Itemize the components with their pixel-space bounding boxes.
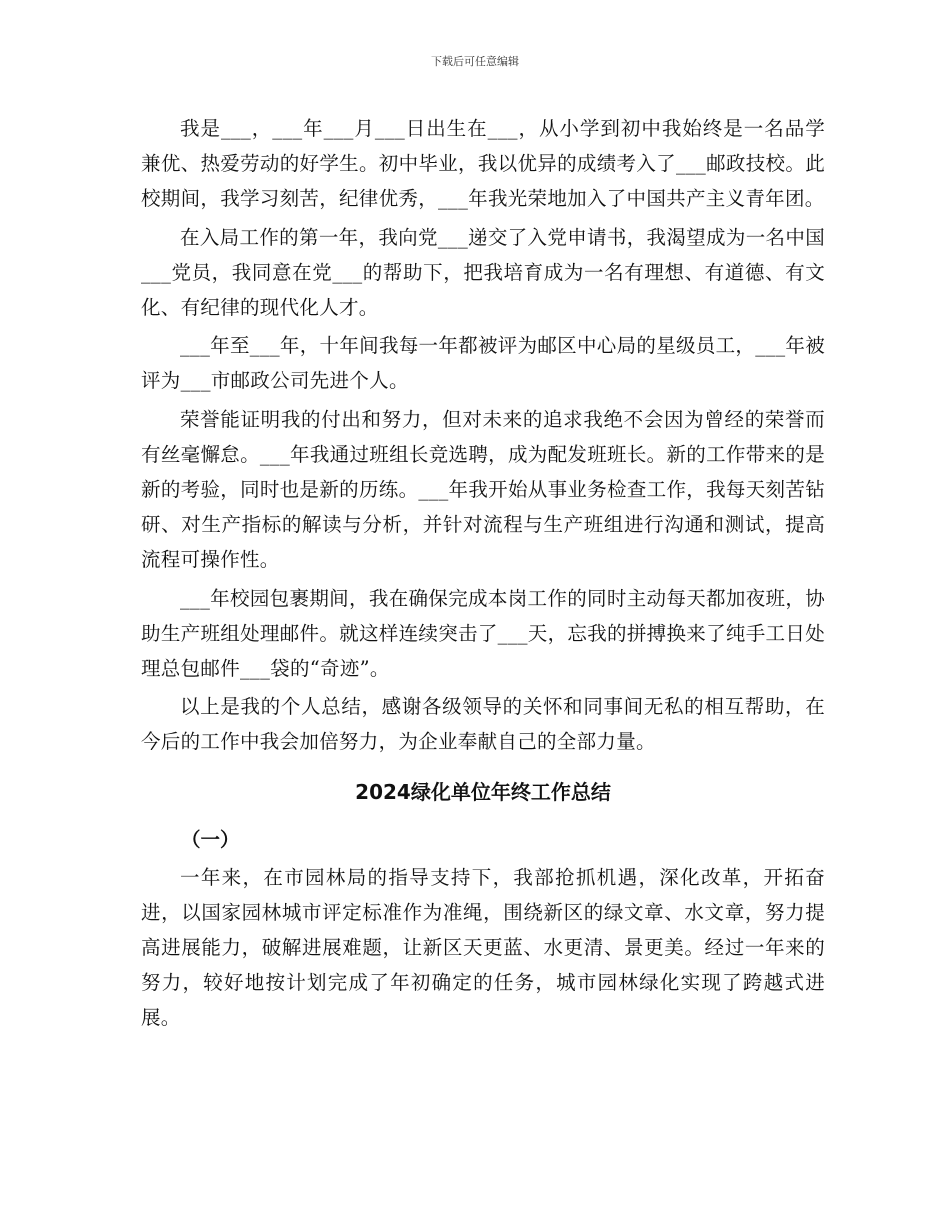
paragraph-2: 在入局工作的第一年，我向党___递交了入党申请书，我渴望成为一名中国___党员，我同意在党___的帮助下，把我培育成为一名有理想、有道德、有文化、有纪律的现代化人才。 (141, 225, 825, 320)
paragraph-1: 我是___，___年___月___日出生在___，从小学到初中我始终是一名品学兼优、热爱劳动的好学生。初中毕业，我以优异的成绩考入了___邮政技校。此校期间，我学习刻苦，纪律优秀，___年我光荣地加入了中国共产主义青年团。 (141, 117, 825, 211)
page-header-note: 下载后可任意编辑 (431, 55, 519, 68)
paragraph-4: 荣誉能证明我的付出和努力，但对未来的追求我绝不会因为曾经的荣誉而有丝毫懈怠。___年我通过班组长竞选聘，成为配发班班长。新的工作带来的是新的考验，同时也是新的历练。___年我开始从事业务检查工作，我每天刻苦钻研、对生产指标的解读与分析，并针对流程与生产班组进行沟通和测试，提高流程可操作性。 (141, 407, 825, 572)
section-paragraph: 一年来，在市园林局的指导支持下，我部抢抓机遇，深化改革，开拓奋进，以国家园林城市评定标准作为准绳，围绕新区的绿文章、水文章，努力提高进展能力，破解进展难题，让新区天更蓝、水更清、景更美。经过一年来的努力，较好地按计划完成了年初确定的任务，城市园林绿化实现了跨越式进展。 (141, 865, 825, 1030)
paragraph-3: ___年至___年，十年间我每一年都被评为邮区中心局的星级员工，___年被评为___市邮政公司先进个人。 (141, 334, 825, 393)
paragraph-5: ___年校园包裹期间，我在确保完成本岗工作的同时主动每天都加夜班，协助生产班组处理邮件。就这样连续突击了___天，忘我的拼搏换来了纯手工日处理总包邮件___袋的“奇迹”。 (141, 586, 825, 681)
document-body (141, 111, 825, 1039)
section-title: 2024绿化单位年终工作总结 (355, 779, 611, 804)
section-subheading: （一） (181, 827, 240, 851)
paragraph-6: 以上是我的个人总结，感谢各级领导的关怀和同事间无私的相互帮助，在今后的工作中我会加倍努力，为企业奉献自己的全部力量。 (141, 695, 825, 754)
